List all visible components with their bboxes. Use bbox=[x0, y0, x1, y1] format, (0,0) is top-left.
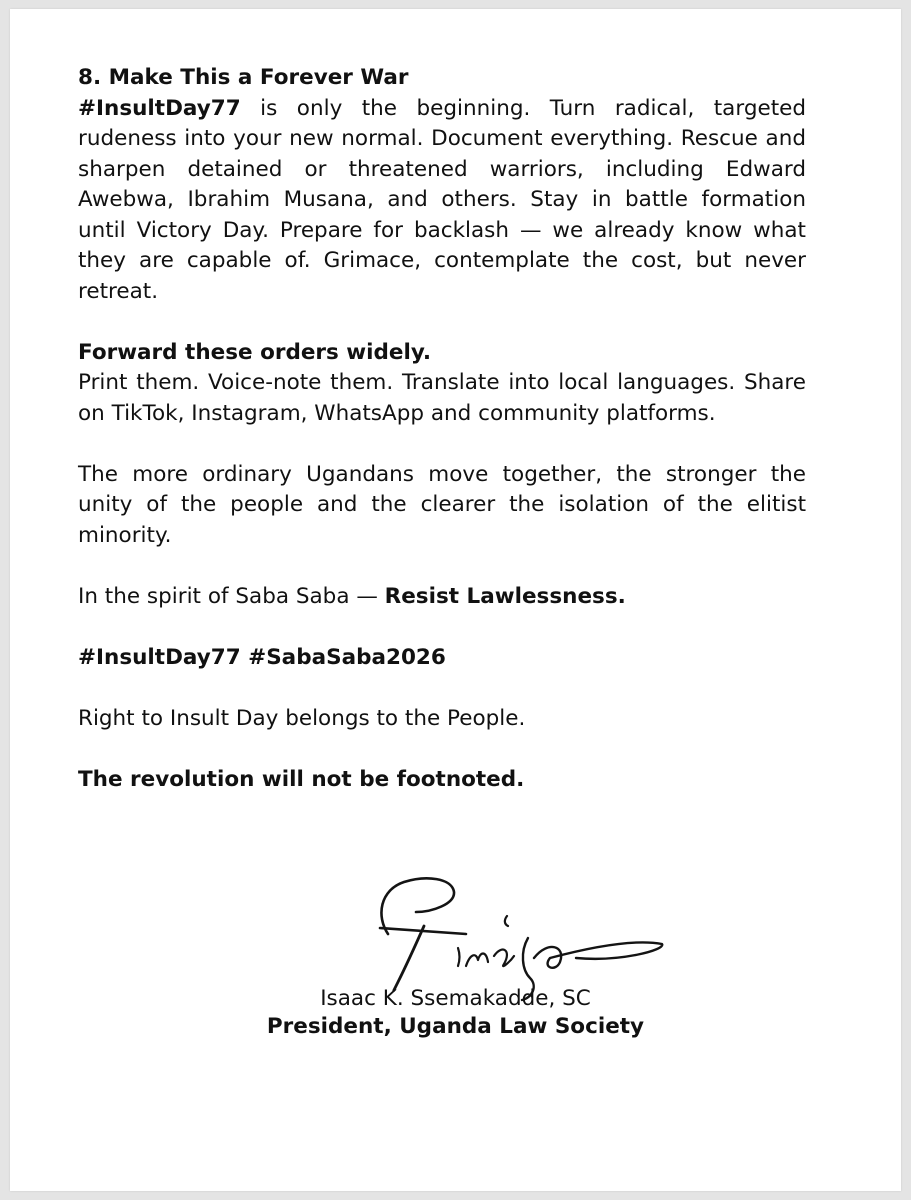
section-heading: 8. Make This a Forever War bbox=[78, 65, 409, 90]
section-body bbox=[78, 94, 806, 308]
signer-title: President, Uganda Law Society bbox=[266, 1014, 645, 1039]
signer-name: Isaac K. Ssemakadde, SC bbox=[320, 986, 591, 1011]
section-body-text: is only the beginning. Turn radical, targeted rudeness into your new normal. Document everything. Rescue and sharpen detained or threatened warriors, including Edward Awebwa, Ibrahim Musana, and others. Stay in battle formation until Victory Day. Prepare for backlash — we already know what they are capable of. Grimace, contemplate the cost, but never retreat. bbox=[78, 95, 806, 304]
spirit-bold: Resist Lawlessness. bbox=[384, 583, 626, 609]
document-body bbox=[78, 63, 806, 795]
forward-heading: Forward these orders widely. bbox=[78, 339, 432, 365]
paragraph-gap bbox=[78, 673, 806, 704]
paragraph-gap bbox=[78, 734, 806, 765]
forward-body: Print them. Voice-note them. Translate into local languages. Share on TikTok, Instagram, WhatsApp and community platforms. bbox=[78, 370, 806, 426]
paragraph-gap bbox=[78, 551, 806, 582]
section-hashtag: #InsultDay77 bbox=[78, 95, 241, 121]
unity-paragraph: The more ordinary Ugandans move together, the stronger the unity of the people and the clearer the isolation of the elitist minority. bbox=[78, 461, 806, 548]
right-line: Right to Insult Day belongs to the People. bbox=[78, 705, 526, 731]
spirit-prefix: In the spirit of Saba Saba — bbox=[78, 583, 385, 609]
hashtags-line: #InsultDay77 #SabaSaba2026 bbox=[78, 644, 446, 670]
paragraph-gap bbox=[78, 307, 806, 338]
closing-line: The revolution will not be footnoted. bbox=[78, 766, 525, 792]
paragraph-gap bbox=[78, 429, 806, 460]
paragraph-gap bbox=[78, 612, 806, 643]
handwritten-signature bbox=[370, 872, 670, 1002]
spirit-line bbox=[78, 582, 806, 613]
